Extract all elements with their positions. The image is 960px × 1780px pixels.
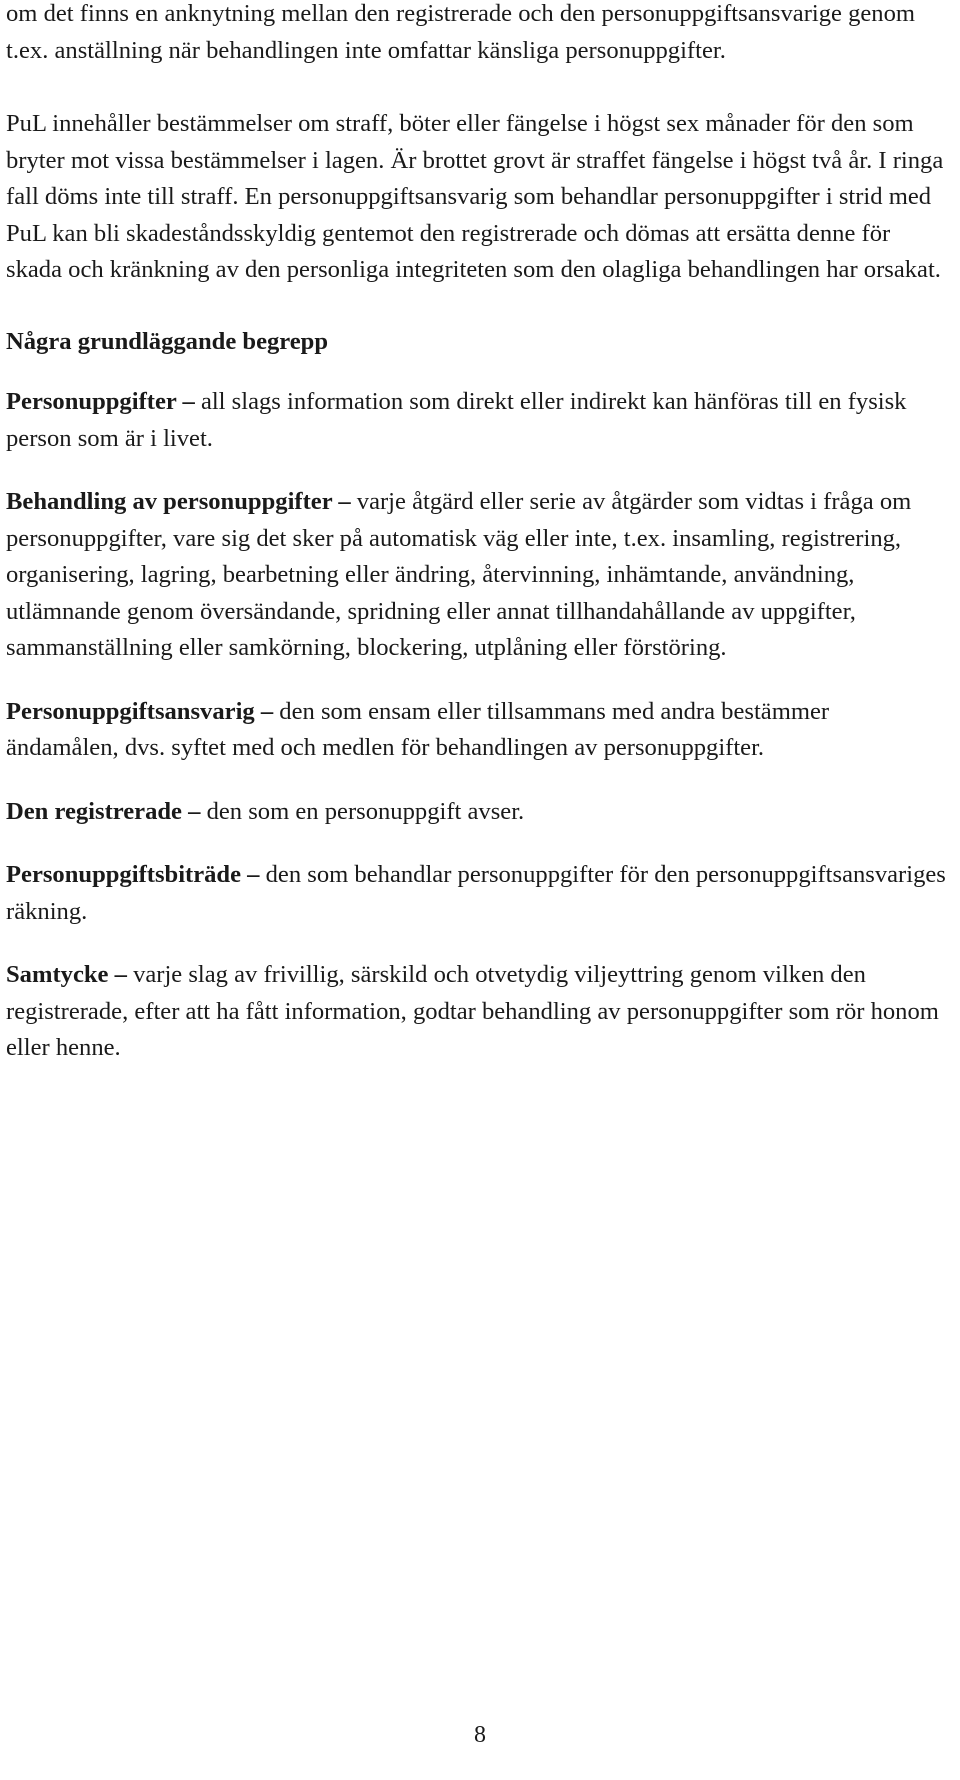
definition-term: Samtycke <box>6 961 109 988</box>
definition-samtycke <box>6 957 946 1067</box>
definition-dash: – <box>108 961 134 988</box>
definition-personuppgiftsbitrade <box>6 857 946 930</box>
definition-term: Personuppgiftsbiträde <box>6 861 242 888</box>
definition-dash: – <box>181 797 207 825</box>
definition-term: Behandling av personuppgifter <box>6 488 333 515</box>
definition-term: Den registrerade <box>6 797 182 825</box>
definition-text: den som ensam eller tillsammans med andra bestämmer ändamålen, dvs. syftet med och medlen för behandlingen av personuppgifter. <box>6 697 830 761</box>
definition-term: Personuppgiftsansvarig <box>6 697 255 725</box>
definition-den-registrerade <box>6 794 946 831</box>
section-heading: Några grundläggande begrepp <box>6 327 329 355</box>
definition-text: all slags information som direkt eller indirekt kan hänföras till en fysisk person som är i livet. <box>6 388 907 452</box>
definition-dash: – <box>241 861 266 888</box>
definition-term: Personuppgifter <box>6 388 177 415</box>
definition-dash: – <box>254 697 280 725</box>
definition-dash: – <box>176 388 201 415</box>
page-number: 8 <box>474 1722 486 1748</box>
paragraph-penalties: PuL innehåller bestämmelser om straff, böter eller fängelse i högst sex månader för den som bryter mot vissa bestämmelser i lagen. Är brottet grovt är straffet fängelse i högst två år. I ringa fall döms inte till straff. En personuppgiftsansvarig som behandlar personuppgifter i strid med PuL kan bli skadeståndsskyldig gentemot den registrerade och dömas att ersätta denne för skada och kränkning av den personliga integriteten som den olagliga behandlingen har orsakat. <box>6 110 944 283</box>
definition-text: den som behandlar personuppgifter för den personuppgiftsansvariges räkning. <box>6 861 946 925</box>
definition-dash: – <box>332 488 357 515</box>
definition-personuppgiftsansvarig <box>6 694 946 767</box>
document-page <box>6 0 946 1067</box>
definition-text: varje åtgärd eller serie av åtgärder som vidtas i fråga om personuppgifter, vare sig det sker på automatisk väg eller inte, t.ex. insamling, registrering, organisering, lagring, bearbetning eller ändring, återvinning, inhämtande, användning, utlämnande genom översändande, spridning eller annat tillhandahållande av uppgifter, sammanställning eller samkörning, blockering, utplåning eller förstöring. <box>6 488 912 661</box>
definition-text: den som en personuppgift avser. <box>206 797 525 825</box>
definition-personuppgifter <box>6 384 946 457</box>
paragraph-consent-context: om det finns en anknytning mellan den registrerade och den personuppgiftsansvarige genom t.ex. anställning när behandlingen inte omfattar känsliga personuppgifter. <box>6 0 916 64</box>
definition-text: varje slag av frivillig, särskild och otvetydig viljeyttring genom vilken den registrerade, efter att ha fått information, godtar behandling av personuppgifter som rör honom eller henne. <box>6 961 939 1061</box>
definition-behandling <box>6 484 946 667</box>
